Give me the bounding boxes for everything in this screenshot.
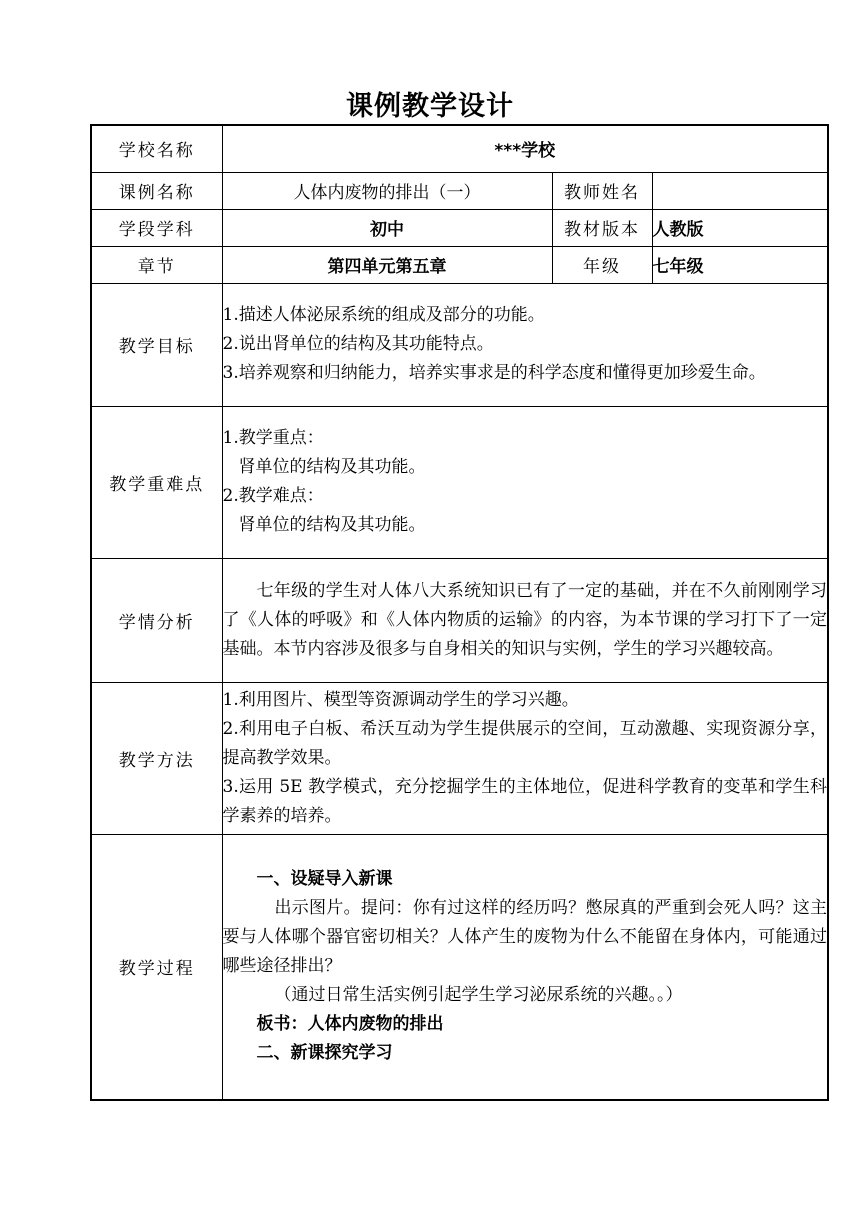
teacher-value bbox=[652, 172, 828, 209]
process-label: 教学过程 bbox=[91, 834, 222, 1100]
difficulty-text: 肾单位的结构及其功能。 bbox=[238, 515, 426, 535]
chapter-value: 第四单元第五章 bbox=[222, 246, 552, 283]
process-paragraph: 出示图片。提问：你有过这样的经历吗？憋尿真的严重到会死人吗？这主要与人体哪个器官密切相关？人体产生的废物为什么不能留在身体内，可能通过哪些途径排出？ bbox=[222, 898, 828, 977]
grade-label: 年级 bbox=[552, 246, 652, 283]
analysis-content bbox=[222, 558, 828, 682]
row-methods bbox=[91, 682, 828, 834]
objective-item: 3.培养观察和归纳能力，培养实事求是的科学态度和懂得更加珍爱生命。 bbox=[222, 363, 766, 383]
methods-content bbox=[222, 682, 828, 834]
row-school bbox=[91, 125, 828, 172]
process-heading-explore: 二、新课探究学习 bbox=[256, 1043, 393, 1064]
method-item: 1.利用图片、模型等资源调动学生的学习兴趣。 bbox=[222, 689, 579, 710]
process-board: 板书：人体内废物的排出 bbox=[256, 1014, 444, 1035]
process-note: （通过日常生活实例引起学生学习泌尿系统的兴趣。。） bbox=[274, 985, 683, 1006]
process-content bbox=[222, 834, 828, 1100]
method-item: 3.运用 5E 教学模式，充分挖掘学生的主体地位，促进科学教育的变革和学生科学素养的培养。 bbox=[222, 776, 828, 826]
row-key-points bbox=[91, 406, 828, 558]
row-process bbox=[91, 834, 828, 1100]
page-title: 课例教学设计 bbox=[346, 91, 514, 122]
grade-value: 七年级 bbox=[652, 246, 828, 283]
lesson-design-table bbox=[90, 124, 829, 1101]
school-value: ***学校 bbox=[222, 125, 828, 172]
row-objectives bbox=[91, 283, 828, 406]
key-points-label: 教学重难点 bbox=[91, 406, 222, 558]
row-analysis bbox=[91, 558, 828, 682]
process-heading-intro: 一、设疑导入新课 bbox=[256, 869, 393, 890]
chapter-label: 章节 bbox=[91, 246, 222, 283]
row-course bbox=[91, 172, 828, 209]
analysis-label: 学情分析 bbox=[91, 558, 222, 682]
row-stage bbox=[91, 209, 828, 246]
objective-item: 1.描述人体泌尿系统的组成及部分的功能。 bbox=[222, 305, 545, 325]
objective-item: 2.说出肾单位的结构及其功能特点。 bbox=[222, 334, 494, 354]
difficulty-heading: 2.教学难点： bbox=[222, 486, 324, 506]
teacher-label: 教师姓名 bbox=[552, 172, 652, 209]
analysis-text: 七年级的学生对人体八大系统知识已有了一定的基础，并在不久前刚刚学习了《人体的呼吸》和《人体内物质的运输》的内容，为本节课的学习打下了一定基础。本节内容涉及很多与自身相关的知识与实例，学生的学习兴趣较高。 bbox=[222, 580, 828, 659]
key-point-heading: 1.教学重点： bbox=[222, 428, 324, 448]
row-chapter bbox=[91, 246, 828, 283]
objectives-label: 教学目标 bbox=[91, 283, 222, 406]
stage-label: 学段学科 bbox=[91, 209, 222, 246]
key-points-content bbox=[222, 406, 828, 558]
school-label: 学校名称 bbox=[91, 125, 222, 172]
edition-label: 教材版本 bbox=[552, 209, 652, 246]
method-item: 2.利用电子白板、希沃互动为学生提供展示的空间，互动激趣、实现资源分享，提高教学效果。 bbox=[222, 718, 828, 768]
edition-value: 人教版 bbox=[652, 209, 828, 246]
key-point-text: 肾单位的结构及其功能。 bbox=[238, 457, 426, 477]
course-value: 人体内废物的排出（一） bbox=[222, 172, 552, 209]
course-label: 课例名称 bbox=[91, 172, 222, 209]
objectives-content bbox=[222, 283, 828, 406]
stage-value: 初中 bbox=[222, 209, 552, 246]
methods-label: 教学方法 bbox=[91, 682, 222, 834]
